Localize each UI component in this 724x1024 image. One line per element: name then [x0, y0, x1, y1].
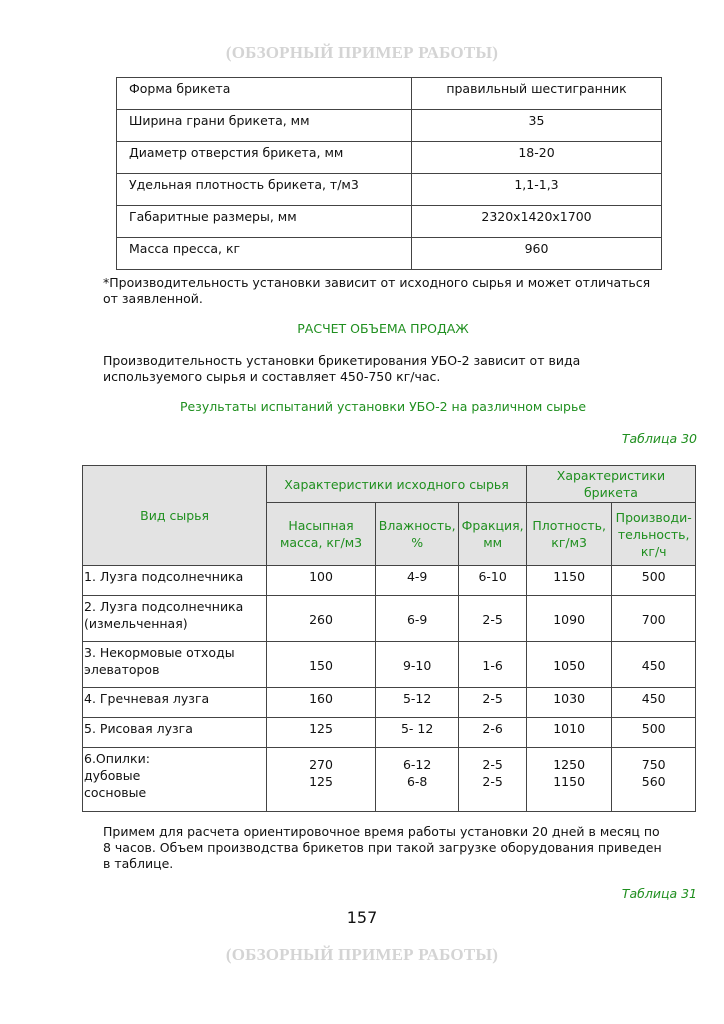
fraction-value: 2-5 [459, 688, 526, 718]
moisture-value: 4-9 [375, 566, 459, 596]
spec-label: Удельная плотность брикета, т/м3 [117, 174, 412, 206]
calc-paragraph: Примем для расчета ориентировочное время работы установки 20 дней в месяц по 8 часов. Объем производства брикетов при такой загрузке оборудования приведен в таблице. [103, 824, 662, 871]
table-row [117, 110, 662, 142]
spec-value: 960 [412, 238, 662, 270]
oak-moisture: 6-12 [402, 757, 432, 772]
spec-value: 35 [412, 110, 662, 142]
moisture-value: 5- 12 [375, 718, 459, 748]
oak-density: 1250 [553, 757, 586, 772]
test-results-table [82, 465, 696, 812]
header-group-briquette: Характеристики брикета [526, 466, 695, 503]
table-row [117, 238, 662, 270]
section-heading: РАСЧЕТ ОБЪЕМА ПРОДАЖ [297, 321, 469, 336]
output-value: 500 [612, 718, 696, 748]
table-row-sawdust [83, 748, 696, 812]
fraction-value [459, 748, 526, 812]
spec-label: Габаритные размеры, мм [117, 206, 412, 238]
material-name [83, 748, 267, 812]
bulk-value: 150 [267, 642, 376, 688]
pine-bulk: 125 [309, 774, 333, 789]
material-name: 4. Гречневая лузга [83, 688, 267, 718]
material-name: 2. Лузга подсолнечника (измельченная) [83, 596, 267, 642]
spec-value: 2320x1420x1700 [412, 206, 662, 238]
moisture-value: 9-10 [375, 642, 459, 688]
header-row-groups [83, 466, 696, 503]
density-value: 1150 [526, 566, 612, 596]
table-row [117, 78, 662, 110]
table-row [117, 142, 662, 174]
intro-paragraph: Производительность установки брикетирования УБО-2 зависит от вида используемого сырья и составляет 450-750 кг/час. [103, 353, 581, 384]
density-value: 1050 [526, 642, 612, 688]
bulk-value: 125 [267, 718, 376, 748]
table-row [117, 206, 662, 238]
material-name: 5. Рисовая лузга [83, 718, 267, 748]
watermark-bottom: (ОБЗОРНЫЙ ПРИМЕР РАБОТЫ) [225, 945, 499, 964]
col-header-bulk: Насыпная масса, кг/м3 [267, 503, 376, 566]
table-row [83, 566, 696, 596]
bulk-value [267, 748, 376, 812]
output-value: 450 [612, 688, 696, 718]
output-value: 500 [612, 566, 696, 596]
output-value [612, 748, 696, 812]
sawdust-oak-name: дубовые [84, 768, 141, 783]
col-header-density: Плотность, кг/м3 [526, 503, 612, 566]
spec-label: Ширина грани брикета, мм [117, 110, 412, 142]
header-group-raw: Характеристики исходного сырья [267, 466, 527, 503]
col-header-output: Производи-тельность, кг/ч [612, 503, 696, 566]
bulk-value: 260 [267, 596, 376, 642]
material-name: 1. Лузга подсолнечника [83, 566, 267, 596]
density-value [526, 748, 612, 812]
fraction-value: 2-6 [459, 718, 526, 748]
output-value: 700 [612, 596, 696, 642]
table-30-caption: Таблица 30 [621, 431, 697, 446]
spec-value: 1,1-1,3 [412, 174, 662, 206]
col-header-moisture: Влажность, % [375, 503, 459, 566]
bulk-value: 100 [267, 566, 376, 596]
results-title: Результаты испытаний установки УБО-2 на различном сырье [179, 399, 587, 414]
table-row [83, 642, 696, 688]
output-value: 450 [612, 642, 696, 688]
pine-density: 1150 [553, 774, 586, 789]
table-row [83, 718, 696, 748]
material-name: 3. Некормовые отходы элеваторов [83, 642, 267, 688]
fraction-value: 6-10 [459, 566, 526, 596]
oak-fraction: 2-5 [482, 757, 503, 772]
moisture-value: 6-9 [375, 596, 459, 642]
footnote: *Производительность установки зависит от исходного сырья и может отличаться от заявленной. [103, 275, 651, 306]
pine-fraction: 2-5 [482, 774, 503, 789]
page-number: 157 [346, 908, 378, 927]
fraction-value: 1-6 [459, 642, 526, 688]
density-value: 1090 [526, 596, 612, 642]
fraction-value: 2-5 [459, 596, 526, 642]
watermark-top: (ОБЗОРНЫЙ ПРИМЕР РАБОТЫ) [225, 43, 499, 62]
table-31-caption: Таблица 31 [621, 886, 697, 901]
spec-value: правильный шестигранник [412, 78, 662, 110]
briquette-spec-table [116, 77, 662, 270]
oak-output: 750 [641, 757, 666, 772]
spec-label: Диаметр отверстия брикета, мм [117, 142, 412, 174]
bulk-value: 160 [267, 688, 376, 718]
moisture-value [375, 748, 459, 812]
spec-value: 18-20 [412, 142, 662, 174]
density-value: 1030 [526, 688, 612, 718]
sawdust-pine-name: сосновые [84, 785, 147, 800]
pine-moisture: 6-8 [406, 774, 428, 789]
table-row [117, 174, 662, 206]
moisture-value: 5-12 [375, 688, 459, 718]
sawdust-title: 6.Опилки: [84, 751, 150, 766]
pine-output: 560 [641, 774, 666, 789]
col-header-fraction: Фракция, мм [459, 503, 526, 566]
spec-label: Масса пресса, кг [117, 238, 412, 270]
table-row [83, 596, 696, 642]
spec-label: Форма брикета [117, 78, 412, 110]
oak-bulk: 270 [309, 757, 333, 772]
density-value: 1010 [526, 718, 612, 748]
col-header-material: Вид сырья [83, 466, 267, 566]
table-row [83, 688, 696, 718]
